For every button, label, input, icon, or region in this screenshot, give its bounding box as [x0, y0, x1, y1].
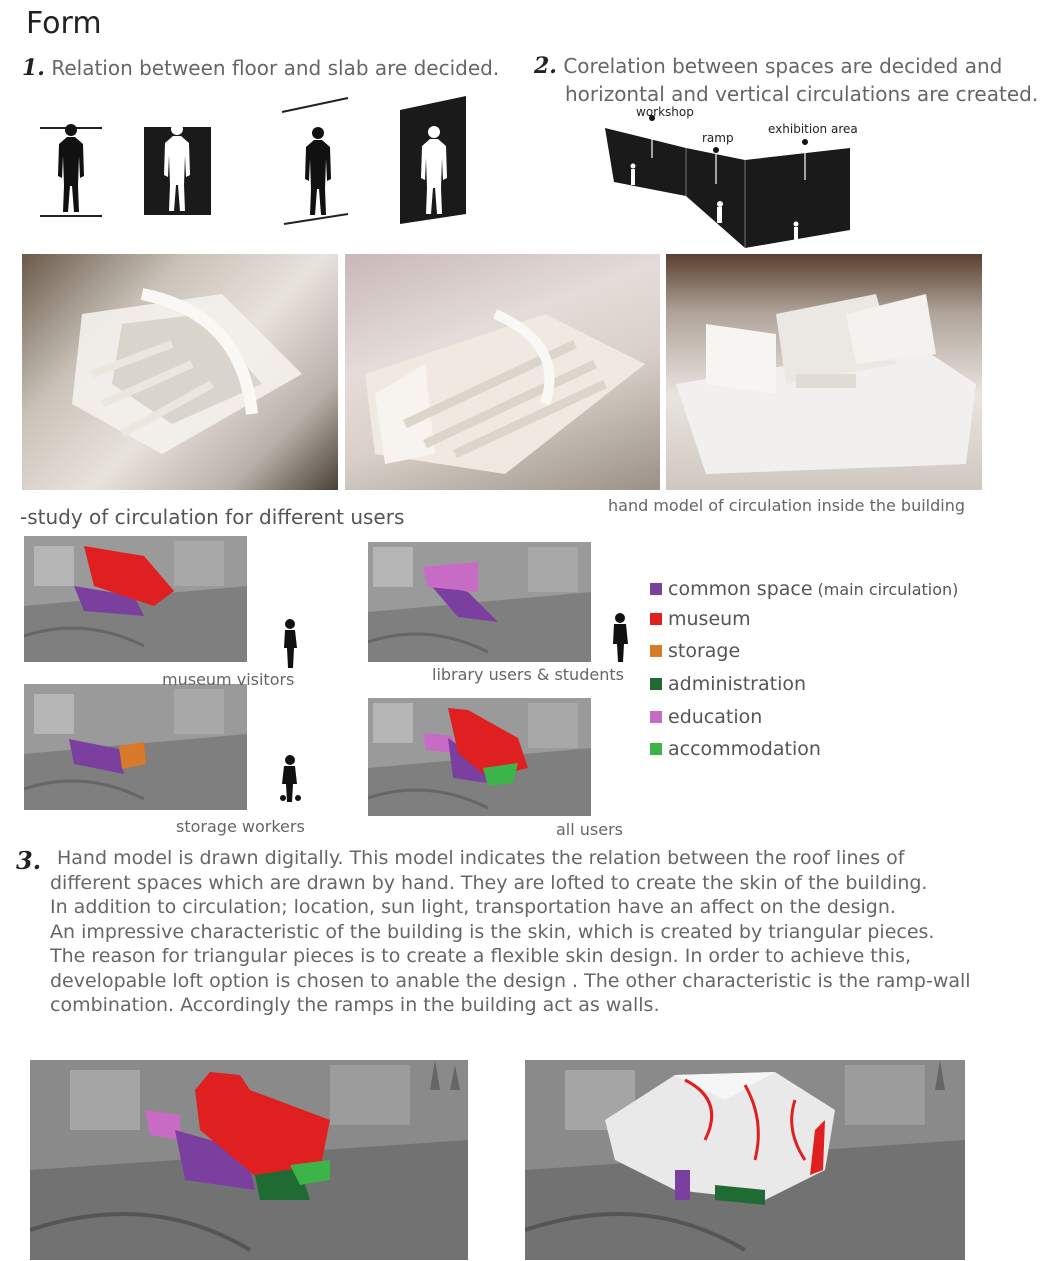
legend-item — [650, 706, 762, 728]
legend-label: education — [668, 706, 763, 728]
floor-slab-diagrams — [30, 92, 470, 232]
museum-visitor-silhouette — [278, 618, 304, 670]
step3-line-3: In addition to circulation; location, sun light, transportation have an affect on the design. — [50, 896, 896, 918]
page-title: Form — [26, 6, 102, 41]
hand-model-photo-2 — [345, 254, 660, 490]
legend-swatch — [650, 583, 662, 595]
render-circulation-final — [30, 1060, 468, 1260]
step1-heading — [22, 54, 499, 82]
step3-number: 3. — [16, 846, 42, 875]
caption-library-users: library users & students — [432, 665, 624, 684]
study-heading: -study of circulation for different users — [20, 505, 405, 529]
step2-text-line2: horizontal and vertical circulations are created. — [565, 82, 1039, 106]
legend-swatch — [650, 711, 662, 723]
render-storage-workers — [24, 684, 247, 810]
step3-line-6: developable loft option is chosen to anable the design . The other characteristic is the ramp-wall — [50, 969, 971, 992]
step3-line-4: An impressive characteristic of the building is the skin, which is created by triangular pieces. — [50, 920, 935, 943]
render-skin-final — [525, 1060, 965, 1260]
caption-all-users: all users — [556, 820, 624, 839]
diagram-floor-slab-horizontal — [40, 124, 102, 216]
legend-label: administration — [668, 673, 807, 695]
legend-label: accommodation — [668, 738, 821, 760]
hand-model-photo-3 — [666, 254, 982, 490]
step3-paragraph — [50, 846, 1030, 1018]
legend-item — [650, 738, 821, 760]
step3-line-7: combination. Accordingly the ramps in the building act as walls. — [50, 994, 660, 1016]
legend-label: common space — [668, 578, 813, 600]
legend-swatch — [650, 645, 662, 657]
legend-swatch — [650, 743, 662, 755]
caption-storage-workers: storage workers — [176, 817, 305, 836]
label-exhibition-area: exhibition area — [768, 122, 858, 136]
legend-item — [650, 578, 958, 600]
step3-line-2: different spaces which are drawn by hand. They are lofted to create the skin of the building. — [50, 871, 928, 894]
diagram-box-horizontal — [144, 123, 211, 215]
render-all-users — [368, 698, 591, 816]
legend-swatch — [650, 678, 662, 690]
photos-caption: hand model of circulation inside the building — [608, 496, 966, 515]
step3-line-1: Hand model is drawn digitally. This model indicates the relation between the roof lines of — [57, 847, 905, 869]
step3-line-5: The reason for triangular pieces is to create a flexible skin design. In order to achieve this, — [50, 945, 912, 967]
legend-item — [650, 673, 806, 695]
legend-label: museum — [668, 608, 751, 630]
legend-label: storage — [668, 640, 741, 662]
caption-museum-visitors: museum visitors — [162, 670, 295, 689]
storage-worker-silhouette — [276, 754, 304, 804]
legend-swatch — [650, 613, 662, 625]
legend-item — [650, 608, 751, 630]
hand-model-photo-1 — [22, 254, 338, 490]
step2-text-line1: Corelation between spaces are decided and — [563, 54, 1003, 78]
step1-text: Relation between floor and slab are decided. — [51, 56, 500, 80]
label-workshop: workshop — [636, 105, 694, 119]
diagram-box-tilted — [400, 96, 466, 224]
label-ramp: ramp — [702, 131, 734, 145]
step1-number: 1. — [22, 55, 45, 81]
legend-sublabel: (main circulation) — [817, 579, 959, 599]
diagram-floor-slab-tilted — [282, 98, 348, 224]
render-library-users — [368, 542, 591, 662]
legend-item — [650, 640, 740, 662]
render-museum-visitors — [24, 536, 247, 662]
library-user-silhouette — [608, 612, 632, 664]
step2-number: 2. — [534, 53, 557, 79]
